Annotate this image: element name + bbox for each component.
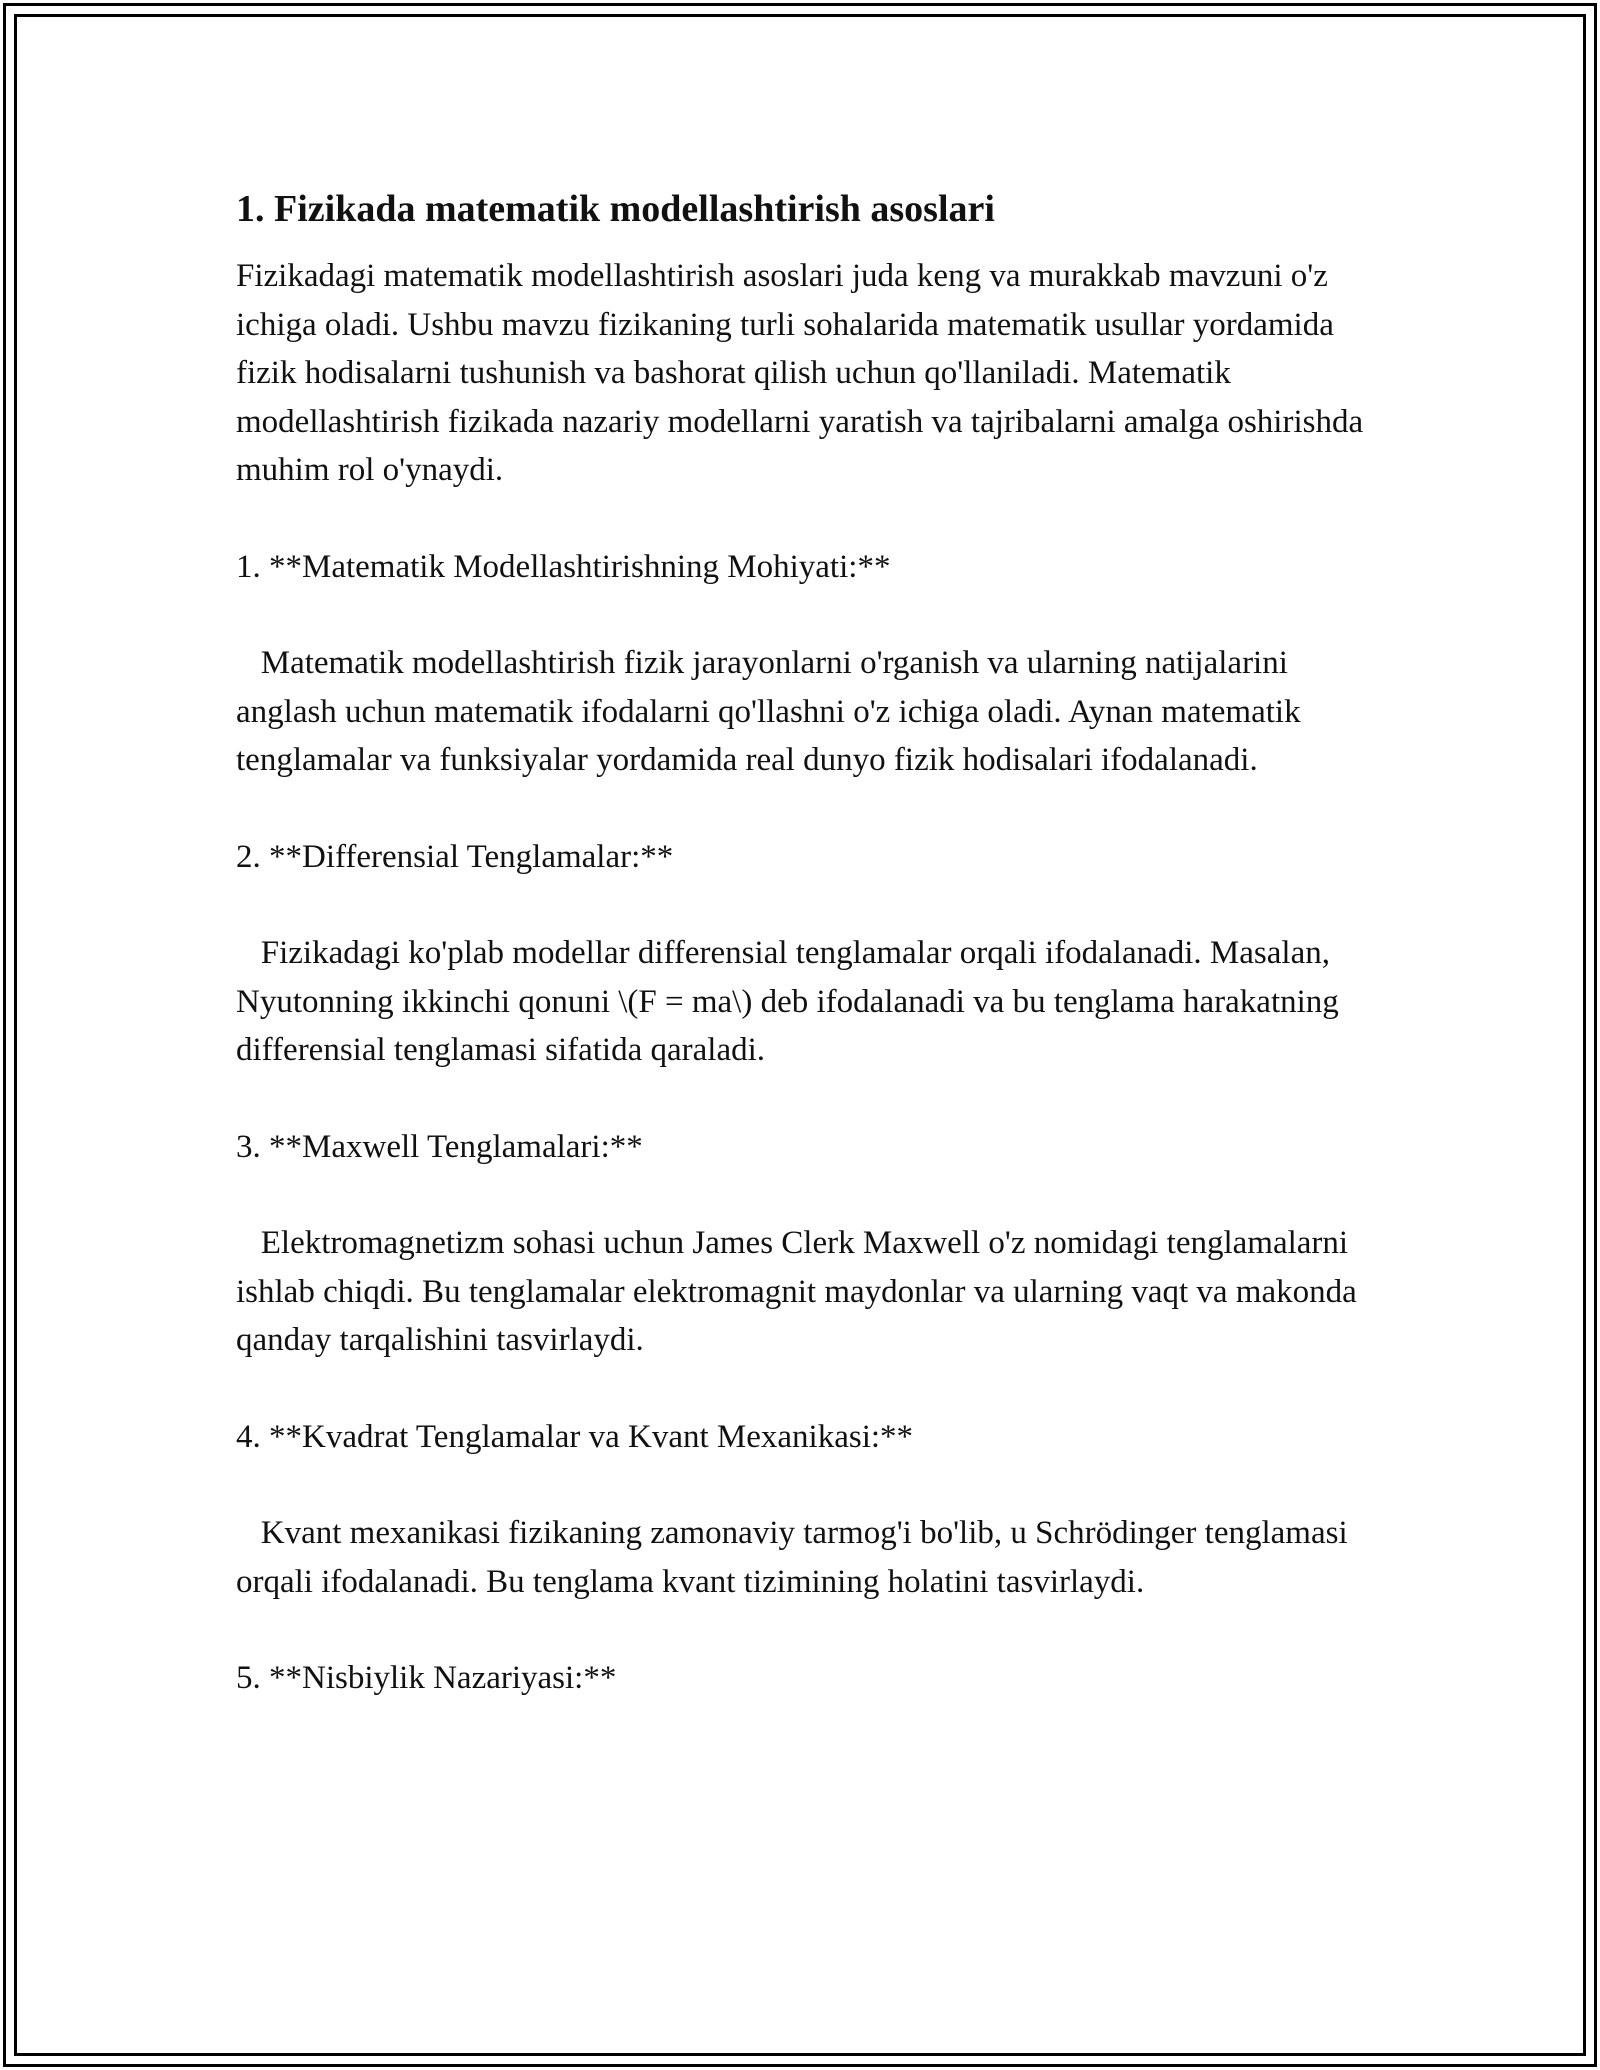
section-body-3: Elektromagnetizm sohasi uchun James Clerk Maxwell o'z nomidagi tenglamalarni ishlab chiqdi. Bu tenglamalar elektromagnit maydonlar va ularning vaqt va makonda qanday tarqalishini tasvirlaydi. <box>236 1225 1366 1358</box>
paragraph-spacer <box>236 1075 1376 1123</box>
paragraph-spacer <box>236 1171 1376 1219</box>
section-heading-3: 3. **Maxwell Tenglamalari:** <box>236 1128 643 1165</box>
paragraph-spacer <box>236 1606 1376 1654</box>
intro-paragraph: Fizikadagi matematik modellashtirish asoslari juda keng va murakkab mavzuni o'z ichiga oladi. Ushbu mavzu fizikaning turli sohalarida matematik usullar yordamida fizik hodisalarni tushunish va bashorat qilish uchun qo'llaniladi. Matematik modellashtirish fizikada nazariy modellarni yaratish va tajribalarni amalga oshirishda muhim rol o'ynaydi. <box>236 258 1372 488</box>
section-heading-2: 2. **Differensial Tenglamalar:** <box>236 838 674 875</box>
paragraph-spacer <box>236 785 1376 833</box>
section-body-1: Matematik modellashtirish fizik jarayonlarni o'rganish va ularning natijalarini anglash uchun matematik ifodalarni qo'llashni o'z ichiga oladi. Aynan matematik tenglamalar va funksiyalar yordamida real dunyo fizik hodisalari ifodalanadi. <box>236 645 1309 778</box>
document-body <box>236 186 1376 1703</box>
section-body-4: Kvant mexanikasi fizikaning zamonaviy tarmog'i bo'lib, u Schrödinger tenglamasi orqali ifodalanadi. Bu tenglama kvant tizimining holatini tasvirlaydi. <box>236 1515 1356 1600</box>
section-body-2: Fizikadagi ko'plab modellar differensial tenglamalar orqali ifodalanadi. Masalan, Nyutonning ikkinchi qonuni \(F = ma\) deb ifodalanadi va bu tenglama harakatning differensial tenglamasi sifatida qaraladi. <box>236 935 1348 1068</box>
paragraph-spacer <box>236 1365 1376 1413</box>
paragraph-spacer <box>236 881 1376 929</box>
document-title: 1. Fizikada matematik modellashtirish asoslari <box>236 188 995 230</box>
paragraph-spacer <box>236 495 1376 543</box>
section-heading-5: 5. **Nisbiylik Nazariyasi:** <box>236 1660 617 1696</box>
section-heading-1: 1. **Matematik Modellashtirishning Mohiyati:** <box>236 548 891 585</box>
paragraph-spacer <box>236 1461 1376 1509</box>
section-heading-4: 4. **Kvadrat Tenglamalar va Kvant Mexanikasi:** <box>236 1418 914 1455</box>
paragraph-spacer <box>236 591 1376 639</box>
